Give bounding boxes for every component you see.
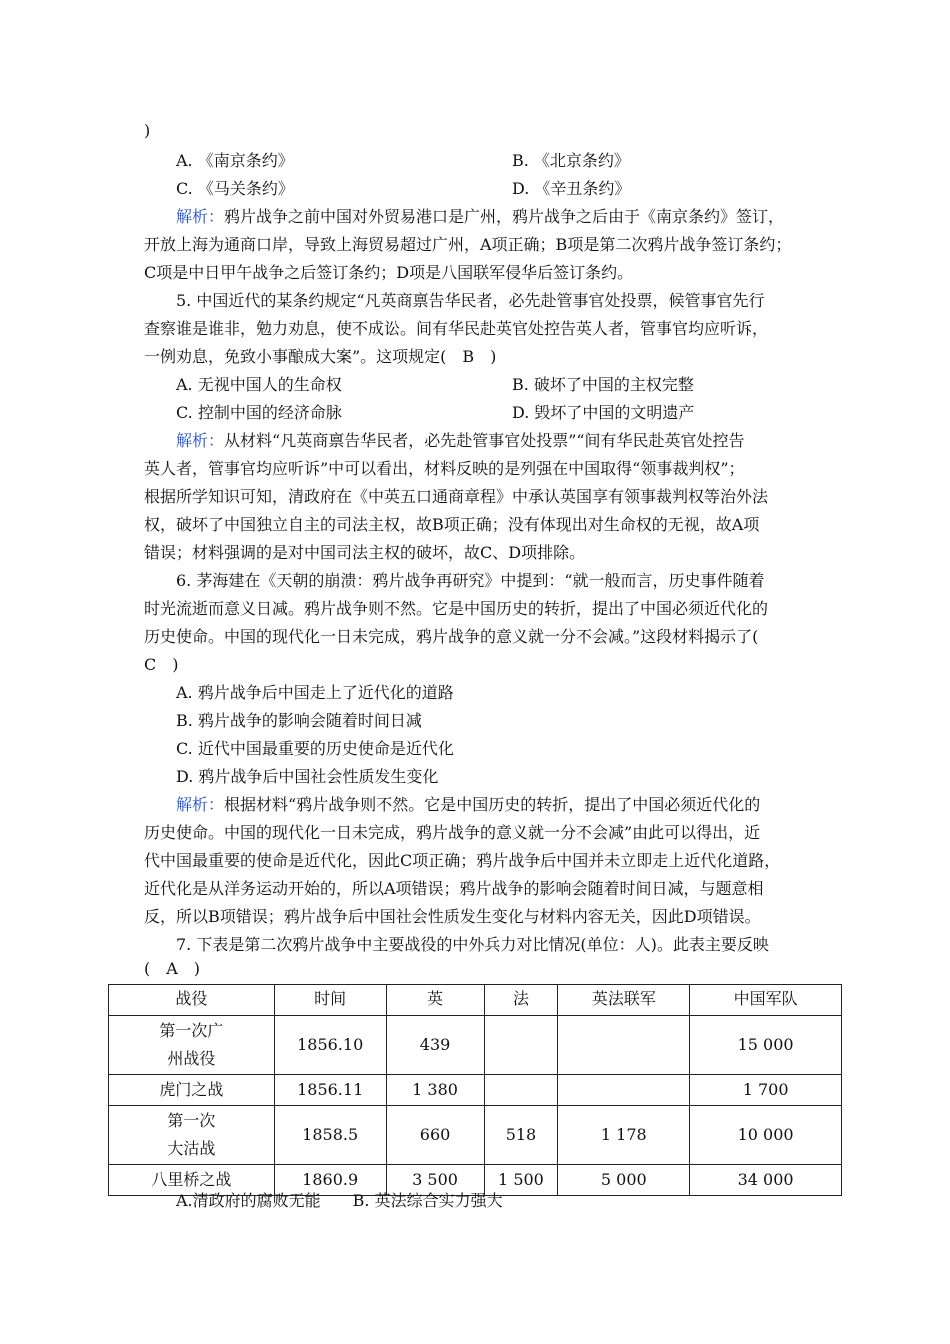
q4-analysis-label: 解析：	[176, 207, 225, 226]
battle-cell: 虎门之战	[109, 1075, 275, 1106]
q6-analysis-label: 解析：	[176, 795, 225, 814]
battle-name-line: 第一次广	[159, 1021, 224, 1040]
china-cell: 34 000	[690, 1165, 842, 1196]
q6-analysis-line	[176, 794, 760, 816]
china-cell: 10 000	[690, 1106, 842, 1165]
fr-cell: 518	[484, 1106, 558, 1165]
allied-cell: 5 000	[558, 1165, 690, 1196]
q5-analysis-text: 根据所学知识可知，清政府在《中英五口通商章程》中承认英国享有领事裁判权等治外法	[144, 487, 769, 506]
table-header: 时间	[274, 985, 386, 1016]
uk-cell: 1 380	[386, 1075, 484, 1106]
fr-cell	[484, 1016, 558, 1075]
uk-cell: 3 500	[386, 1165, 484, 1196]
q6-option-a: A. 鸦片战争后中国走上了近代化的道路	[176, 683, 454, 702]
q4-analysis-text: 鸦片战争之前中国对外贸易港口是广州，鸦片战争之后由于《南京条约》签订，	[224, 207, 785, 226]
q4-paren: )	[144, 121, 151, 140]
battle-cell: 八里桥之战	[109, 1165, 275, 1196]
allied-cell: 1 178	[558, 1106, 690, 1165]
table-header: 战役	[109, 985, 275, 1016]
q6-stem: 时光流逝而意义日减。鸦片战争则不然。它是中国历史的转折，提出了中国必须近代化的	[144, 599, 769, 618]
q5-analysis-text: 权，破坏了中国独立自主的司法主权，故B项正确；没有体现出对生命权的无视，故A项	[144, 515, 760, 534]
table-header: 英	[386, 985, 484, 1016]
q5-analysis-line	[176, 430, 745, 452]
table-header: 中国军队	[690, 985, 842, 1016]
q6-stem: 历史使命。中国的现代化一日未完成，鸦片战争的意义就一分不会减。”这段材料揭示了(	[144, 627, 759, 646]
q6-analysis-text: 历史使命。中国的现代化一日未完成，鸦片战争的意义就一分不会减”由此可以得出，近	[144, 823, 761, 842]
time-cell: 1856.11	[274, 1075, 386, 1106]
battle-cell	[109, 1106, 275, 1165]
q6-analysis-text: 代中国最重要的使命是近代化，因此C项正确；鸦片战争后中国并未立即走上近代化道路，	[144, 851, 781, 870]
table-header: 法	[484, 985, 558, 1016]
q5-option-a: A. 无视中国人的生命权	[176, 375, 342, 394]
table-row	[109, 1075, 842, 1106]
q6-option-c: C. 近代中国最重要的历史使命是近代化	[176, 739, 454, 758]
q5-analysis-text: 英人者，管事官均应听诉”中可以看出，材料反映的是列强在中国取得“领事裁判权”；	[144, 459, 745, 478]
q5-stem: 查察谁是谁非，勉力劝息，使不成讼。间有华民赴英官处控告英人者，管事官均应听诉，	[144, 319, 769, 338]
battle-cell	[109, 1016, 275, 1075]
q4-option-c: C. 《马关条约》	[176, 179, 294, 198]
table-header-row	[109, 985, 842, 1016]
china-cell: 1 700	[690, 1075, 842, 1106]
q5-option-d: D. 毁坏了中国的文明遗产	[512, 403, 695, 422]
q4-analysis-text: C项是中日甲午战争之后签订条约；D项是八国联军侵华后签订条约。	[144, 263, 634, 282]
q5-analysis-label: 解析：	[176, 431, 225, 450]
q4-analysis-line	[176, 206, 784, 228]
q6-stem: 6. 茅海建在《天朝的崩溃：鸦片战争再研究》中提到：“就一般而言，历史事件随着	[176, 571, 765, 590]
q7-options: A.清政府的腐败无能 B. 英法综合实力强大	[176, 1191, 503, 1210]
table-row	[109, 1016, 842, 1075]
battle-name-line: 第一次	[167, 1111, 216, 1130]
q6-analysis-text: 近代化是从洋务运动开始的，所以A项错误；鸦片战争的影响会随着时间日减，与题意相	[144, 879, 764, 898]
fr-cell	[484, 1075, 558, 1106]
q6-option-d: D. 鸦片战争后中国社会性质发生变化	[176, 767, 439, 786]
q6-analysis-text: 根据材料“鸦片战争则不然。它是中国历史的转折，提出了中国必须近代化的	[224, 795, 761, 814]
q5-analysis-text: 从材料“凡英商禀告华民者，必先赴管事官处投票”“间有华民赴英官处控告	[224, 431, 745, 450]
time-cell: 1856.10	[274, 1016, 386, 1075]
time-cell: 1860.9	[274, 1165, 386, 1196]
allied-cell	[558, 1016, 690, 1075]
q7-stem: 7. 下表是第二次鸦片战争中主要战役的中外兵力对比情况(单位：人)。此表主要反映	[176, 935, 769, 954]
q5-option-c: C. 控制中国的经济命脉	[176, 403, 342, 422]
q5-stem: 一例劝息，免致小事酿成大案”。这项规定( B )	[144, 347, 497, 366]
q6-stem: C )	[144, 655, 179, 674]
allied-cell	[558, 1075, 690, 1106]
q4-option-d: D. 《辛丑条约》	[512, 179, 631, 198]
table-row	[109, 1106, 842, 1165]
q4-option-b: B. 《北京条约》	[512, 151, 630, 170]
q6-option-b: B. 鸦片战争的影响会随着时间日减	[176, 711, 422, 730]
q6-analysis-text: 反，所以B项错误；鸦片战争后中国社会性质发生变化与材料内容无关，因此D项错误。	[144, 907, 761, 926]
q5-stem: 5. 中国近代的某条约规定“凡英商禀告华民者，必先赴管事官处投票，候管事官先行	[176, 291, 765, 310]
uk-cell: 660	[386, 1106, 484, 1165]
q7-stem: ( A )	[144, 959, 201, 978]
uk-cell: 439	[386, 1016, 484, 1075]
battle-name-line: 州战役	[167, 1049, 216, 1068]
q4-option-a: A. 《南京条约》	[176, 151, 294, 170]
battle-table	[108, 984, 842, 1196]
time-cell: 1858.5	[274, 1106, 386, 1165]
q5-option-b: B. 破坏了中国的主权完整	[512, 375, 694, 394]
china-cell: 15 000	[690, 1016, 842, 1075]
battle-name-line: 大沽战	[167, 1139, 216, 1158]
fr-cell: 1 500	[484, 1165, 558, 1196]
q4-analysis-text: 开放上海为通商口岸，导致上海贸易超过广州，A项正确；B项是第二次鸦片战争签订条约；	[144, 235, 792, 254]
q5-analysis-text: 错误；材料强调的是对中国司法主权的破坏，故C、D项排除。	[144, 543, 586, 562]
table-header: 英法联军	[558, 985, 690, 1016]
